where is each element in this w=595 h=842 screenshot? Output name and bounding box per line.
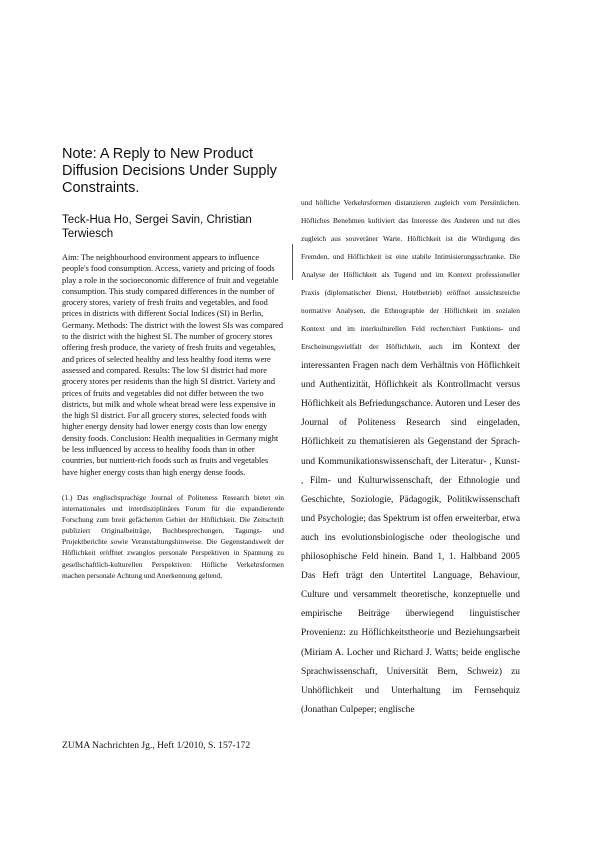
abstract-paragraph: Aim: The neighbourhood environment appears to influence people's food consumption. Access, variety and pricing of foods play a role in the socioeconomic difference of fruit and vegetable consumption. This study compared differences in the number of grocery stores, variety of fresh fruits and vegetables, and food prices in districts with different Social Indices (SI) in Berlin, Germany. Methods: The district with the lowest SIs was compared to the district with the highest SI. The number of grocery stores offering fresh produce, the variety of fresh fruits and vegetables, and prices of selected healthy and less healthy food items were assessed and compared. Results: The low SI district had more grocery stores per residents than the high SI district. Variety and prices of fruits and vegetables did not differ between the two districts, but milk and whole wheat bread were less expensive in the high SI district. For all grocery stores, selected foods with higher energy density had lower energy costs than low energy density foods. Conclusion: Health inequalities in Germany might be less influenced by access to healthy foods than in other countries, but nutrient-rich foods such as fruits and vegetables have higher energy costs than high energy dense foods. — [62, 253, 283, 477]
right-column-paragraph — [301, 192, 520, 718]
article-title: Note: A Reply to New Product Diffusion Decisions Under Supply Constraints. — [62, 146, 277, 196]
left-column — [62, 252, 284, 581]
right-column-large-text: im Kontext der interessanten Fragen nach dem Verhältnis von Höflichkeit und Authentizität, Höflichkeit als Kontrollmacht versus Höflichkeit als Befriedungschance. Autoren und Leser des Journal of Politeness Research sind eingeladen, Höflichkeit zu thematisieren als Gegenstand der Sprach- und Kommunikationswissenschaft, der Literatur- , Kunst- , Film- und Kulturwissenschaft, der Ethnologie und Geschichte, Soziologie, Pädagogik, Politikwissenschaft und Psychologie; das Spektrum ist offen erweiterbar, etwa auch ins evolutionsbiologische oder theologische und philosophische Feld hinein. Band 1, 1. Halbband 2005 Das Heft trägt den Untertitel Language, Behaviour, Culture und versammelt theoretische, konzeptuelle und empirische Beiträge überwiegend linguistischer Provenienz: zu Höflichkeitstheorie und Beziehungsarbeit (Miriam A. Locher und Richard J. Watts; beide englische Sprachwissenschaft, Universität Bern, Schweiz) zu Unhöflichkeit und Unterhaltung im Fernsehquiz (Jonathan Culpeper; englische — [301, 342, 521, 715]
column-divider — [292, 244, 293, 280]
intro-paragraph: (1.) Das englischsprachige Journal of Politeness Research bietet ein internationales und interdisziplinäres Forum für die expandierende Forschung zum breit gefächerten Gebiet der Höflichkeit. Die Zeitschrift publiziert Originalbeiträge, Buchbesprechungen, Tagungs- und Projektberichte sowie Veranstaltungshinweise. Die Gegenstandswelt der Höflichkeit eröffnet zwanglos personale Perspektiven in Spannung zu gesellschaftlich-kulturellen Perspektiven: Höfliche Verkehrsformen machen personale Achtung und Anerkennung geltend, — [62, 492, 284, 580]
page-footer-citation: ZUMA Nachrichten Jg., Heft 1/2010, S. 157-172 — [62, 740, 251, 751]
right-column-small-text: und höfliche Verkehrsformen distanzieren zugleich vom Persönlichen. Höfliches Benehmen kultiviert das Interesse des Anderen und tut dies zugleich aus souveräner Warte. Höflichkeit ist die Würdigung des Fremden, und Höflichkeit ist eine stabile Intimisierungsschranke. Die Analyse der Höflichkeit als Tugend und im Kontext professioneller Praxis (diplomatischer Dienst, Hotelbetrieb) eröffnet aussichtsreiche normative Analysen, die Ethnographie der Höflichkeit im sozialen Kontext und im interkulturellen Feld recherchiert Funktions- und Erscheinungsvielfalt der Höflichkeit, auch — [301, 198, 520, 351]
article-authors: Teck-Hua Ho, Sergei Savin, Christian Terwiesch — [62, 214, 252, 240]
